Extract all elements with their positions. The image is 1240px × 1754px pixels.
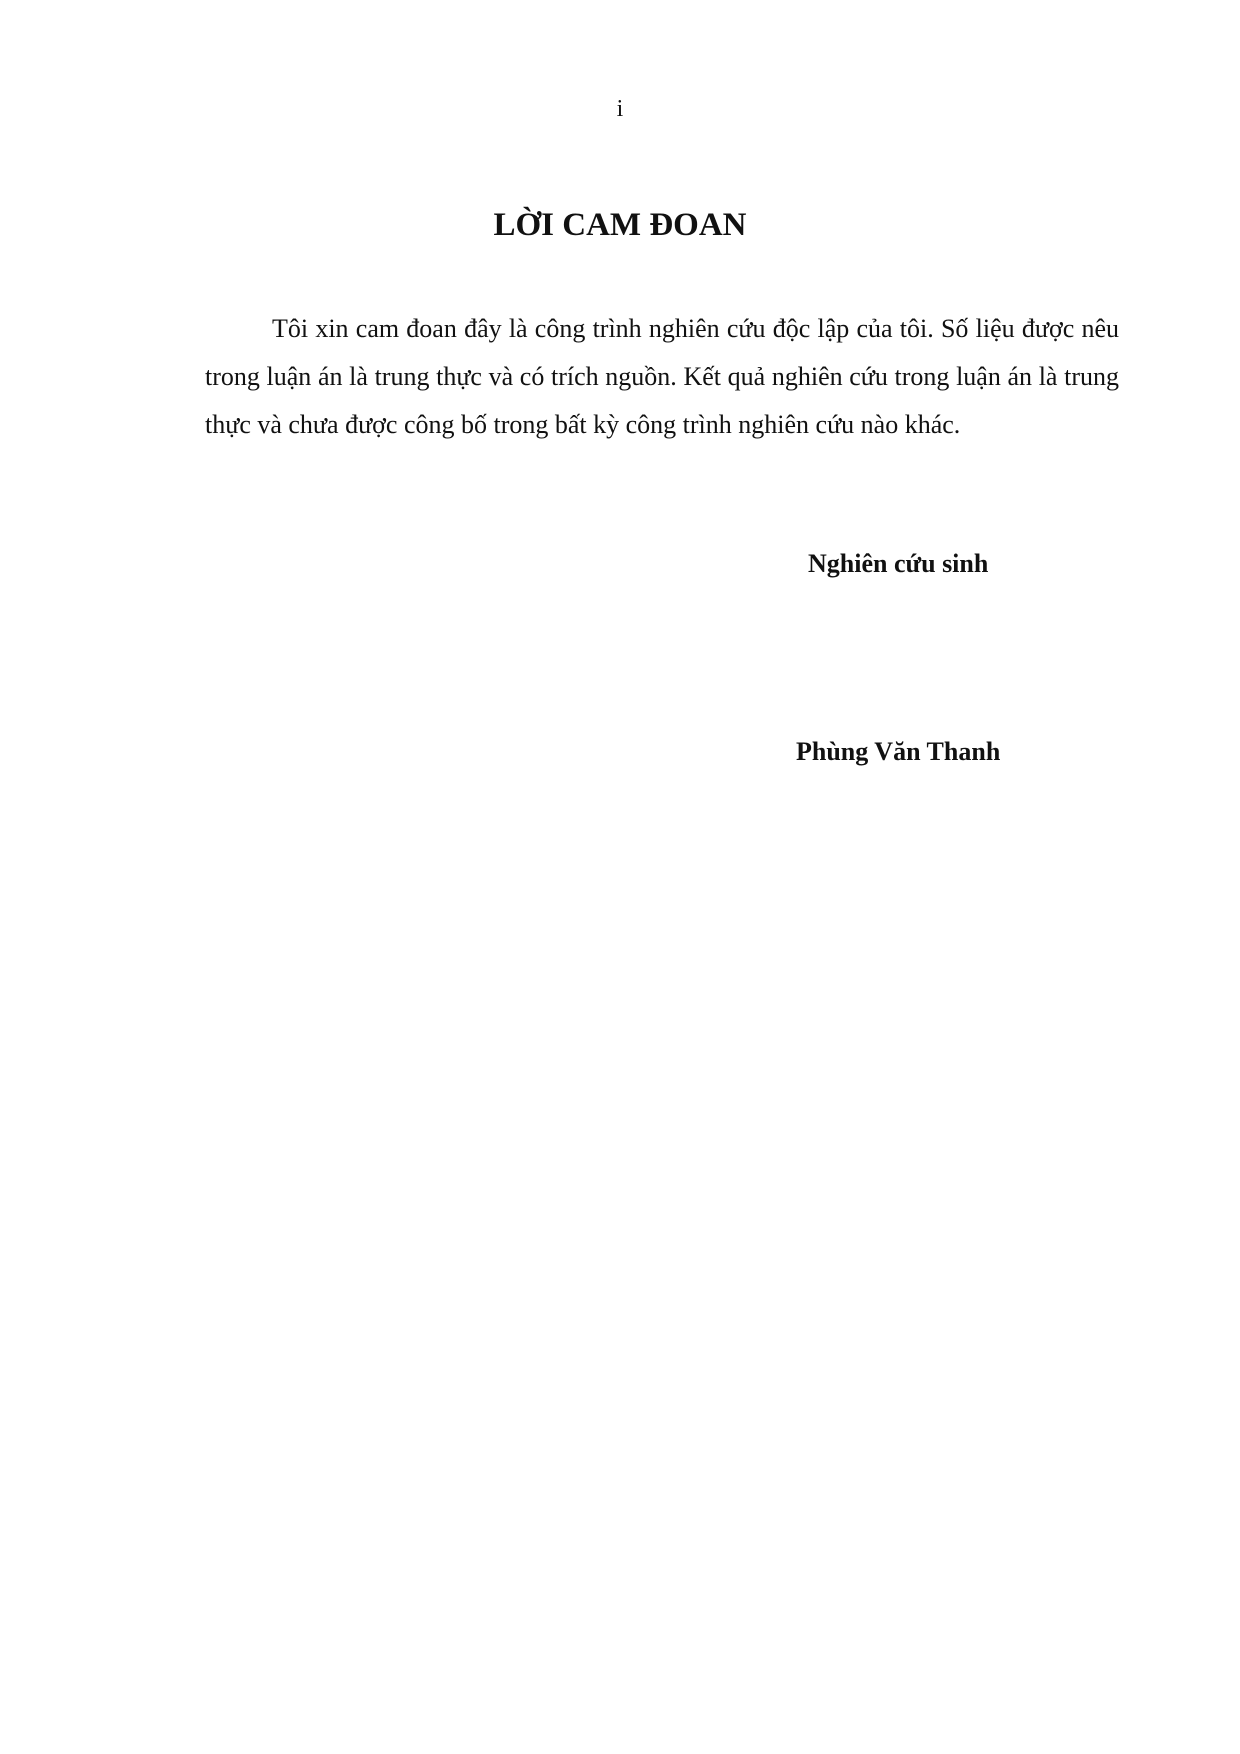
signature-role-label: Nghiên cứu sinh [808, 549, 989, 578]
signature-name-label: Phùng Văn Thanh [796, 737, 1001, 766]
declaration-paragraph: Tôi xin cam đoan đây là công trình nghiên cứu độc lập của tôi. Số liệu được nêu trong luận án là trung thực và có trích nguồn. Kết quả nghiên cứu trong luận án là trung thực và chưa được công bố trong bất kỳ công trình nghiên cứu nào khác. [205, 314, 1119, 439]
page-title: LỜI CAM ĐOAN [493, 207, 747, 243]
page-number: i [616, 96, 624, 122]
